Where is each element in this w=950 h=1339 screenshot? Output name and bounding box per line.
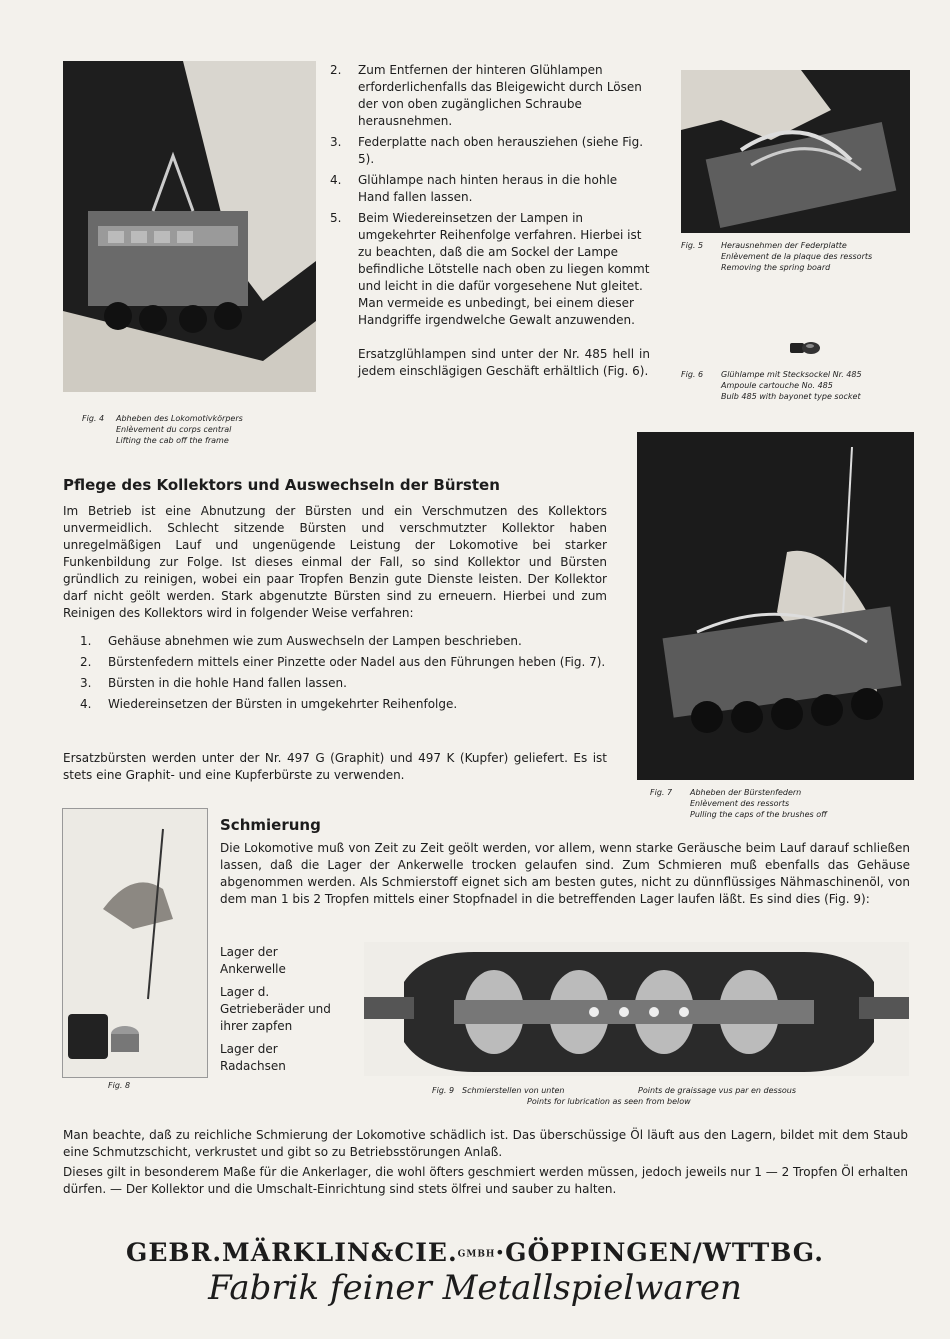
company-tagline: Fabrik feiner Metallspielwaren <box>208 1268 742 1308</box>
brushes-intro: Im Betrieb ist eine Abnutzung der Bürsten und ein Verschmutzen des Kollektors unvermeidlich. Schlecht sitzende Bürsten und verschmutzter Kollektor haben unregelmäßigen Lauf und ungenügende Leistung der Lokomotive bei starker Funkenbildung zur Folge. Ist dieses einmal der Fall, so sind Kollektor und Bürsten gründlich zu reinigen, wobei ein paar Tropfen Benzin gute Dienste leisten. Der Kollektor darf nicht geölt werden. Stark abgenutzte Bürsten sind zu erneuern. Hierbei und zum Reinigen des Kollektors wird in folgender Weise verfahren: <box>63 504 607 620</box>
fig8-photo <box>62 808 208 1078</box>
closing-paragraph-2: Dieses gilt in besonderem Maße für die Ankerlager, die wohl öfters geschmiert werden müssen, jedoch jeweils nur 1 — 2 Tropfen Öl erhalten dürfen. — Der Kollektor und die Umschalt-Einrichtung sind stets ölfrei und sauber zu halten. <box>63 1165 908 1196</box>
brushes-ersatz: Ersatzbürsten werden unter der Nr. 497 G (Graphit) und 497 K (Kupfer) geliefert. Es ist stets eine Graphit- und eine Kupferbürste zu verwenden. <box>63 751 607 782</box>
fig9-caption-de: Schmierstellen von unten <box>462 1086 565 1095</box>
fig9-caption <box>432 1085 852 1107</box>
closing-paragraph-1: Man beachte, daß zu reichliche Schmierung der Lokomotive schädlich ist. Das überschüssige Öl läuft aus den Lagern, bildet mit dem Staub eine Schmutzschicht, verkrustet und gibt so zu Betriebsstörungen Anlaß. <box>63 1128 908 1159</box>
fig4-photo <box>63 61 316 392</box>
company-city: ·GÖPPINGEN/WTTBG. <box>495 1238 824 1267</box>
step-number: 5. <box>330 211 342 225</box>
fig6-caption-en: Bulb 485 with bayonet type socket <box>721 392 861 401</box>
list-item <box>330 172 650 206</box>
fig9-number: Fig. 9 <box>432 1086 455 1095</box>
fig5-caption <box>681 240 872 273</box>
step-text: Federplatte nach oben herausziehen (siehe Fig. 5). <box>358 135 644 166</box>
fig5-number: Fig. 5 <box>681 241 704 250</box>
list-item <box>80 654 607 671</box>
fig7-caption-fr: Enlèvement des ressorts <box>690 799 790 808</box>
step-text: Wiedereinsetzen der Bürsten in umgekehrter Reihenfolge. <box>108 697 458 711</box>
step-number: 1. <box>80 634 92 648</box>
fig9-caption-en: Points for lubrication as seen from below <box>527 1097 691 1106</box>
ersatz-lamp-text: Ersatzglühlampen sind unter der Nr. 485 hell in jedem einschlägigen Geschäft erhältlich (Fig. 6). <box>358 347 650 378</box>
fig7-number: Fig. 7 <box>650 788 673 797</box>
company-name-main: GEBR.MÄRKLIN&CIE. <box>126 1238 458 1267</box>
top-steps-list <box>330 62 650 333</box>
list-item <box>80 696 607 713</box>
fig5-caption-en: Removing the spring board <box>721 263 831 272</box>
fig6-caption-de: Glühlampe mit Stecksockel Nr. 485 <box>721 370 862 379</box>
company-gmbh: GMBH <box>457 1249 496 1260</box>
list-item <box>330 210 650 329</box>
list-item: Lager der Radachsen <box>220 1042 286 1073</box>
step-number: 2. <box>80 655 92 669</box>
fig4-caption-en: Lifting the cab off the frame <box>116 436 229 445</box>
step-number: 4. <box>330 173 342 187</box>
list-item: Lager d. Getrieberäder und ihrer zapfen <box>220 985 331 1033</box>
lube-heading: Schmierung <box>220 816 321 834</box>
list-item <box>80 633 607 650</box>
fig9-photo <box>364 942 909 1076</box>
fig6-caption-fr: Ampoule cartouche No. 485 <box>721 381 833 390</box>
step-text: Gehäuse abnehmen wie zum Auswechseln der Lampen beschrieben. <box>108 634 522 648</box>
step-number: 2. <box>330 63 342 77</box>
fig7-caption-de: Abheben der Bürstenfedern <box>690 788 802 797</box>
brushes-heading: Pflege des Kollektors und Auswechseln der Bürsten <box>63 476 500 494</box>
step-text: Zum Entfernen der hinteren Glühlampen erforderlichenfalls das Bleigewicht durch Lösen der von oben zugänglichen Schraube herausnehmen. <box>358 63 642 128</box>
fig7-caption-en: Pulling the caps of the brushes off <box>690 810 827 819</box>
fig5-photo <box>681 70 910 233</box>
list-item: Lager der Ankerwelle <box>220 945 286 976</box>
brushes-steps-list <box>80 633 607 717</box>
bulb-icon <box>790 341 820 355</box>
fig4-number: Fig. 4 <box>82 414 105 423</box>
fig8-number: Fig. 8 <box>108 1081 131 1090</box>
company-name <box>0 1238 950 1267</box>
step-number: 3. <box>330 135 342 149</box>
fig4-caption-de: Abheben des Lokomotivkörpers <box>116 414 243 423</box>
step-text: Glühlampe nach hinten heraus in die hohle Hand fallen lassen. <box>358 173 618 204</box>
fig6-number: Fig. 6 <box>681 370 704 379</box>
step-text: Beim Wiedereinsetzen der Lampen in umgekehrter Reihenfolge verfahren. Hierbei ist zu beachten, daß die am Sockel der Lampe befindliche Lötstelle nach oben zu liegen kommt und leicht in die dafür vorgesehene Nut gleitet. Man vermeide es unbedingt, bei einem dieser Handgriffe irgendwelche Gewalt anzuwenden. <box>358 211 650 327</box>
fig4-caption <box>82 413 243 446</box>
step-text: Bürstenfedern mittels einer Pinzette oder Nadel aus den Führungen heben (Fig. 7). <box>108 655 606 669</box>
fig5-caption-de: Herausnehmen der Federplatte <box>721 241 847 250</box>
fig6-caption <box>681 369 862 402</box>
lube-text: Die Lokomotive muß von Zeit zu Zeit geölt werden, vor allem, wenn starke Geräusche beim Lauf darauf schließen lassen, daß die Lager der Ankerwelle trocken gelaufen sind. Zum Schmieren muß ebenfalls das Gehäuse abgenommen werden. Als Schmierstoff eignet sich am besten gutes, nicht zu dünnflüssiges Nähmaschinenöl, von dem man 1 bis 2 Tropfen mittels einer Stopfnadel in die betreffenden Lager laufen läßt. Es sind dies (Fig. 9): <box>220 841 910 906</box>
fig7-photo <box>637 432 914 780</box>
list-item <box>330 62 650 130</box>
fig8-caption <box>108 1080 130 1091</box>
list-item <box>80 675 607 692</box>
fig7-caption <box>650 787 827 820</box>
list-item <box>330 134 650 168</box>
lube-points <box>220 944 344 1075</box>
step-number: 3. <box>80 676 92 690</box>
fig5-caption-fr: Enlèvement de la plaque des ressorts <box>721 252 873 261</box>
fig4-caption-fr: Enlèvement du corps central <box>116 425 232 434</box>
step-text: Bürsten in die hohle Hand fallen lassen. <box>108 676 347 690</box>
step-number: 4. <box>80 697 92 711</box>
fig9-caption-fr: Points de graissage vus par en dessous <box>638 1086 797 1095</box>
